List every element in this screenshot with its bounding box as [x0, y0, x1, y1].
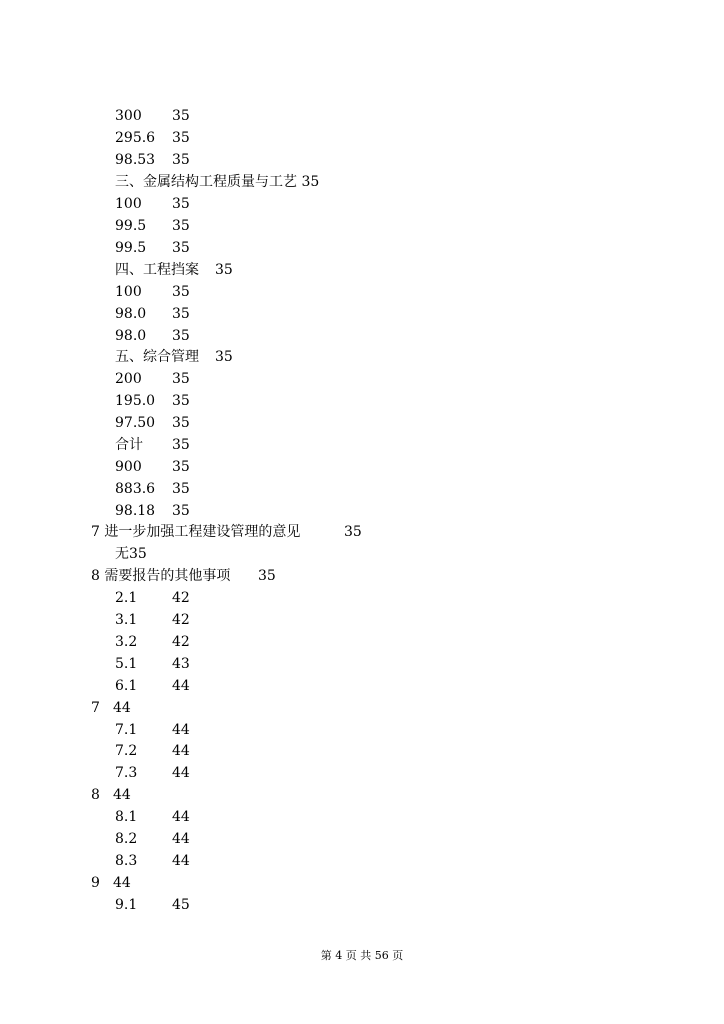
page-footer: 第 4 页 共 56 页	[320, 949, 404, 962]
